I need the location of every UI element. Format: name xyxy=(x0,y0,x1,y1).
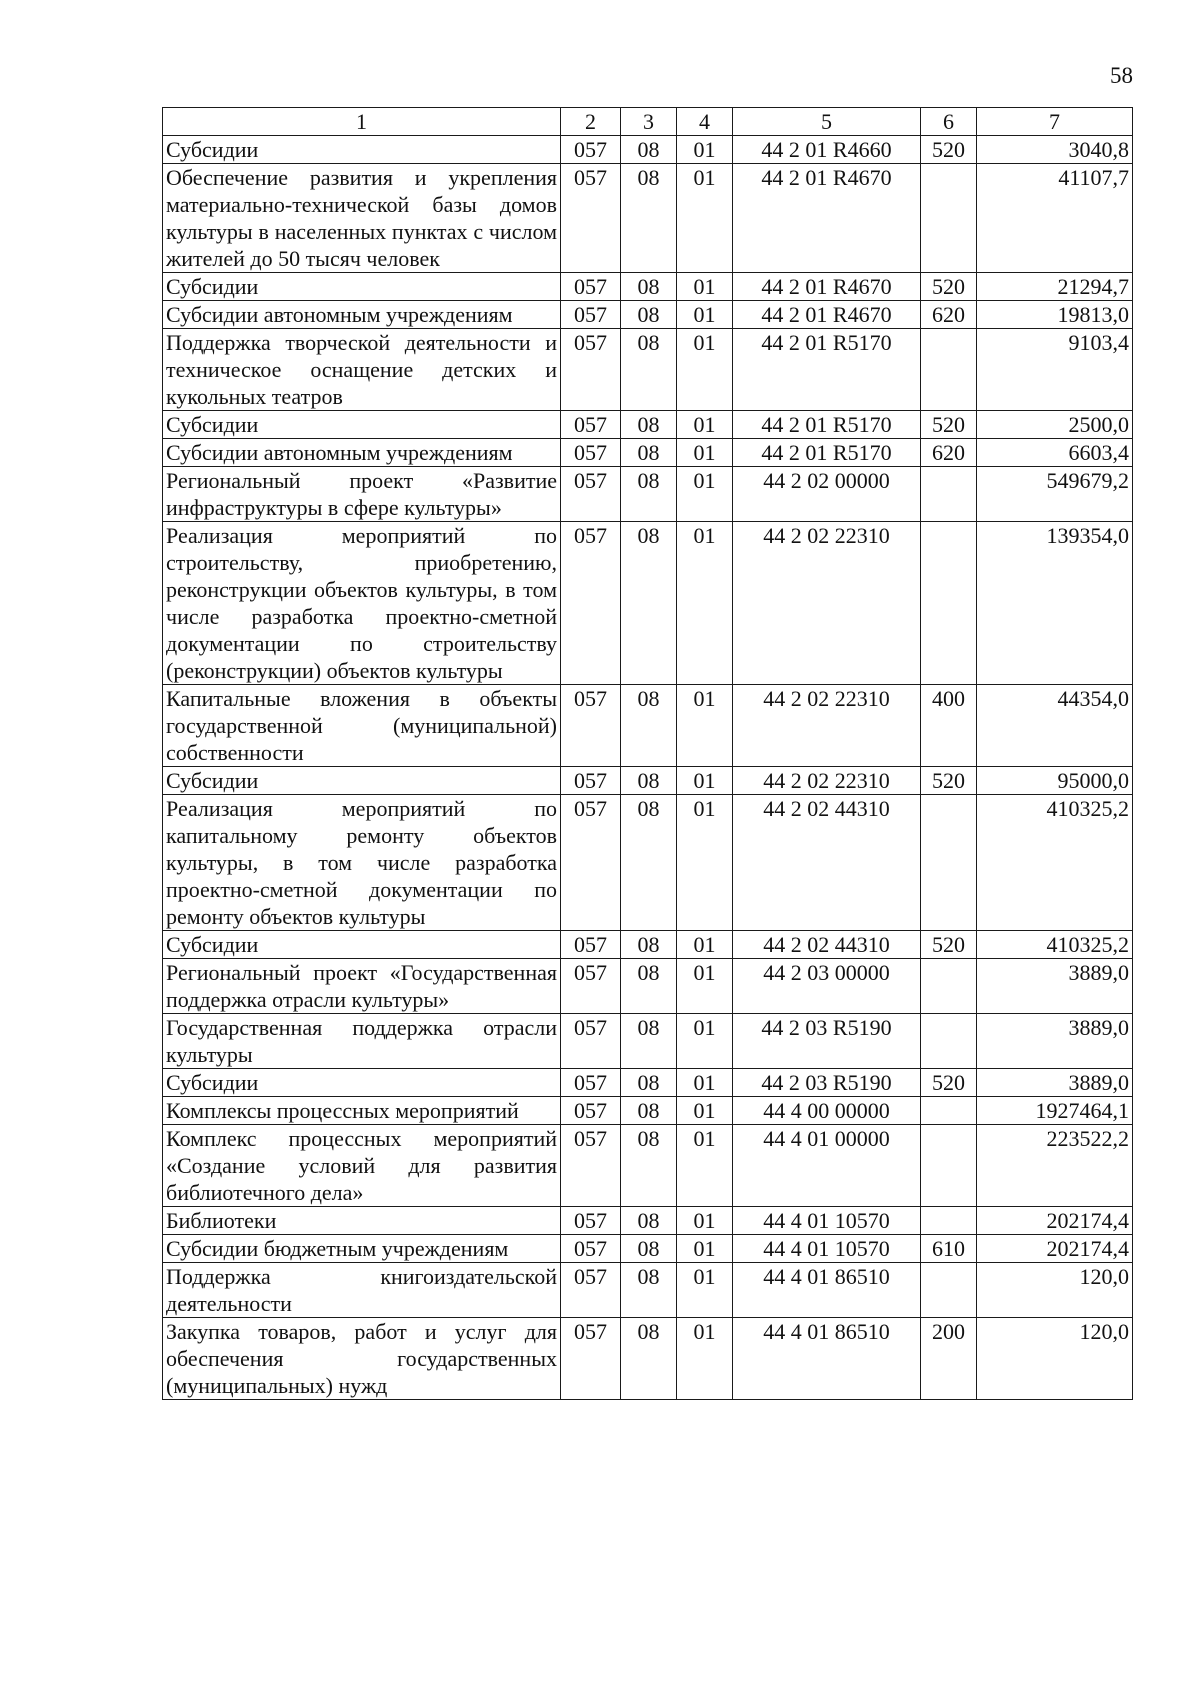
cell-subsection: 01 xyxy=(677,273,733,301)
cell-ministry-code: 057 xyxy=(561,1207,621,1235)
cell-expense-type: 520 xyxy=(921,1069,977,1097)
cell-ministry-code: 057 xyxy=(561,1235,621,1263)
cell-expense-type: 520 xyxy=(921,411,977,439)
cell-name: Субсидии автономным учреждениям xyxy=(163,301,561,329)
cell-section: 08 xyxy=(621,1235,677,1263)
cell-name: Реализация мероприятий по строительству, приобретению, реконструкции объектов культуры, в том числе разработка проектно-сметной документации по строительству (реконструкции) объектов культуры xyxy=(163,522,561,685)
cell-expense-type xyxy=(921,1014,977,1069)
cell-section: 08 xyxy=(621,411,677,439)
cell-ministry-code: 057 xyxy=(561,685,621,767)
table-row xyxy=(163,1097,1133,1125)
cell-section: 08 xyxy=(621,1207,677,1235)
table-row xyxy=(163,467,1133,522)
cell-section: 08 xyxy=(621,1014,677,1069)
cell-section: 08 xyxy=(621,1318,677,1400)
cell-target-article: 44 2 02 44310 xyxy=(733,795,921,931)
cell-target-article: 44 4 01 00000 xyxy=(733,1125,921,1207)
table-row xyxy=(163,1318,1133,1400)
table-row xyxy=(163,795,1133,931)
cell-subsection: 01 xyxy=(677,1069,733,1097)
table-body xyxy=(163,136,1133,1400)
cell-section: 08 xyxy=(621,439,677,467)
cell-target-article: 44 2 01 R4670 xyxy=(733,164,921,273)
cell-amount: 223522,2 xyxy=(977,1125,1133,1207)
cell-name: Субсидии xyxy=(163,411,561,439)
cell-section: 08 xyxy=(621,301,677,329)
budget-table xyxy=(162,107,1133,1400)
cell-name: Субсидии бюджетным учреждениям xyxy=(163,1235,561,1263)
cell-target-article: 44 2 01 R4670 xyxy=(733,273,921,301)
cell-target-article: 44 2 02 00000 xyxy=(733,467,921,522)
cell-target-article: 44 2 02 22310 xyxy=(733,767,921,795)
cell-amount: 3889,0 xyxy=(977,1014,1133,1069)
cell-name: Субсидии автономным учреждениям xyxy=(163,439,561,467)
cell-amount: 202174,4 xyxy=(977,1235,1133,1263)
cell-expense-type xyxy=(921,164,977,273)
cell-amount: 19813,0 xyxy=(977,301,1133,329)
cell-name: Региональный проект «Государственная поддержка отрасли культуры» xyxy=(163,959,561,1014)
cell-name: Капитальные вложения в объекты государственной (муниципальной) собственности xyxy=(163,685,561,767)
table-row xyxy=(163,522,1133,685)
cell-expense-type xyxy=(921,795,977,931)
cell-ministry-code: 057 xyxy=(561,467,621,522)
cell-name: Комплексы процессных мероприятий xyxy=(163,1097,561,1125)
header-row xyxy=(163,108,1133,136)
table-row xyxy=(163,1263,1133,1318)
cell-amount: 6603,4 xyxy=(977,439,1133,467)
cell-expense-type xyxy=(921,1263,977,1318)
cell-section: 08 xyxy=(621,1263,677,1318)
cell-target-article: 44 2 01 R5170 xyxy=(733,411,921,439)
cell-name: Субсидии xyxy=(163,273,561,301)
cell-amount: 139354,0 xyxy=(977,522,1133,685)
cell-ministry-code: 057 xyxy=(561,1069,621,1097)
cell-section: 08 xyxy=(621,329,677,411)
cell-target-article: 44 2 03 R5190 xyxy=(733,1069,921,1097)
cell-target-article: 44 2 02 22310 xyxy=(733,522,921,685)
table-row xyxy=(163,273,1133,301)
cell-section: 08 xyxy=(621,931,677,959)
cell-name: Субсидии xyxy=(163,1069,561,1097)
cell-target-article: 44 2 01 R5170 xyxy=(733,329,921,411)
cell-expense-type: 520 xyxy=(921,273,977,301)
cell-amount: 120,0 xyxy=(977,1263,1133,1318)
cell-name: Комплекс процессных мероприятий «Создание условий для развития библиотечного дела» xyxy=(163,1125,561,1207)
table-row xyxy=(163,767,1133,795)
header-col-7: 7 xyxy=(977,108,1133,136)
cell-target-article: 44 4 00 00000 xyxy=(733,1097,921,1125)
cell-amount: 410325,2 xyxy=(977,931,1133,959)
cell-amount: 41107,7 xyxy=(977,164,1133,273)
table-row xyxy=(163,1235,1133,1263)
cell-name: Субсидии xyxy=(163,136,561,164)
cell-expense-type xyxy=(921,1097,977,1125)
cell-subsection: 01 xyxy=(677,136,733,164)
cell-amount: 95000,0 xyxy=(977,767,1133,795)
table-row xyxy=(163,685,1133,767)
table-row xyxy=(163,439,1133,467)
cell-subsection: 01 xyxy=(677,931,733,959)
cell-ministry-code: 057 xyxy=(561,959,621,1014)
cell-expense-type xyxy=(921,959,977,1014)
cell-expense-type xyxy=(921,522,977,685)
cell-amount: 549679,2 xyxy=(977,467,1133,522)
cell-amount: 1927464,1 xyxy=(977,1097,1133,1125)
header-col-1: 1 xyxy=(163,108,561,136)
cell-subsection: 01 xyxy=(677,685,733,767)
cell-target-article: 44 2 03 00000 xyxy=(733,959,921,1014)
header-col-4: 4 xyxy=(677,108,733,136)
cell-subsection: 01 xyxy=(677,164,733,273)
cell-name: Субсидии xyxy=(163,931,561,959)
cell-target-article: 44 2 01 R5170 xyxy=(733,439,921,467)
cell-ministry-code: 057 xyxy=(561,1097,621,1125)
cell-target-article: 44 4 01 10570 xyxy=(733,1207,921,1235)
cell-ministry-code: 057 xyxy=(561,1318,621,1400)
cell-section: 08 xyxy=(621,273,677,301)
table-header xyxy=(163,108,1133,136)
cell-expense-type: 520 xyxy=(921,931,977,959)
cell-name: Закупка товаров, работ и услуг для обеспечения государственных (муниципальных) нужд xyxy=(163,1318,561,1400)
cell-name: Поддержка творческой деятельности и техническое оснащение детских и кукольных театров xyxy=(163,329,561,411)
header-col-2: 2 xyxy=(561,108,621,136)
cell-section: 08 xyxy=(621,164,677,273)
cell-expense-type xyxy=(921,329,977,411)
cell-amount: 3889,0 xyxy=(977,1069,1133,1097)
cell-expense-type: 400 xyxy=(921,685,977,767)
table-row xyxy=(163,329,1133,411)
cell-subsection: 01 xyxy=(677,411,733,439)
header-col-6: 6 xyxy=(921,108,977,136)
cell-expense-type: 610 xyxy=(921,1235,977,1263)
cell-ministry-code: 057 xyxy=(561,136,621,164)
cell-target-article: 44 2 02 44310 xyxy=(733,931,921,959)
cell-section: 08 xyxy=(621,467,677,522)
cell-expense-type: 620 xyxy=(921,301,977,329)
cell-ministry-code: 057 xyxy=(561,1125,621,1207)
cell-subsection: 01 xyxy=(677,1235,733,1263)
cell-target-article: 44 2 01 R4670 xyxy=(733,301,921,329)
table-row xyxy=(163,411,1133,439)
cell-target-article: 44 2 03 R5190 xyxy=(733,1014,921,1069)
cell-subsection: 01 xyxy=(677,1263,733,1318)
cell-subsection: 01 xyxy=(677,1318,733,1400)
cell-subsection: 01 xyxy=(677,959,733,1014)
cell-section: 08 xyxy=(621,1069,677,1097)
cell-name: Региональный проект «Развитие инфраструктуры в сфере культуры» xyxy=(163,467,561,522)
cell-expense-type xyxy=(921,1207,977,1235)
cell-subsection: 01 xyxy=(677,522,733,685)
cell-amount: 3040,8 xyxy=(977,136,1133,164)
cell-name: Поддержка книгоиздательской деятельности xyxy=(163,1263,561,1318)
cell-expense-type xyxy=(921,467,977,522)
table-row xyxy=(163,1125,1133,1207)
cell-ministry-code: 057 xyxy=(561,411,621,439)
cell-ministry-code: 057 xyxy=(561,164,621,273)
cell-ministry-code: 057 xyxy=(561,273,621,301)
cell-section: 08 xyxy=(621,685,677,767)
cell-target-article: 44 4 01 86510 xyxy=(733,1318,921,1400)
cell-subsection: 01 xyxy=(677,467,733,522)
cell-target-article: 44 2 01 R4660 xyxy=(733,136,921,164)
cell-section: 08 xyxy=(621,795,677,931)
cell-ministry-code: 057 xyxy=(561,522,621,685)
cell-expense-type xyxy=(921,1125,977,1207)
cell-subsection: 01 xyxy=(677,1097,733,1125)
cell-section: 08 xyxy=(621,959,677,1014)
cell-amount: 202174,4 xyxy=(977,1207,1133,1235)
cell-target-article: 44 2 02 22310 xyxy=(733,685,921,767)
table-row xyxy=(163,1207,1133,1235)
cell-ministry-code: 057 xyxy=(561,439,621,467)
cell-expense-type: 200 xyxy=(921,1318,977,1400)
cell-subsection: 01 xyxy=(677,1125,733,1207)
table-row xyxy=(163,136,1133,164)
cell-name: Обеспечение развития и укрепления материально-технической базы домов культуры в населенных пунктах с числом жителей до 50 тысяч человек xyxy=(163,164,561,273)
table-row xyxy=(163,1069,1133,1097)
cell-target-article: 44 4 01 86510 xyxy=(733,1263,921,1318)
cell-section: 08 xyxy=(621,1125,677,1207)
cell-target-article: 44 4 01 10570 xyxy=(733,1235,921,1263)
cell-section: 08 xyxy=(621,1097,677,1125)
cell-expense-type: 520 xyxy=(921,767,977,795)
cell-section: 08 xyxy=(621,522,677,685)
cell-amount: 2500,0 xyxy=(977,411,1133,439)
cell-expense-type: 520 xyxy=(921,136,977,164)
table-row xyxy=(163,931,1133,959)
page-number: 58 xyxy=(1110,63,1133,88)
cell-name: Государственная поддержка отрасли культуры xyxy=(163,1014,561,1069)
header-col-5: 5 xyxy=(733,108,921,136)
table-row xyxy=(163,301,1133,329)
cell-name: Реализация мероприятий по капитальному ремонту объектов культуры, в том числе разработка проектно-сметной документации по ремонту объектов культуры xyxy=(163,795,561,931)
cell-ministry-code: 057 xyxy=(561,767,621,795)
cell-subsection: 01 xyxy=(677,1014,733,1069)
cell-name: Библиотеки xyxy=(163,1207,561,1235)
cell-amount: 9103,4 xyxy=(977,329,1133,411)
cell-subsection: 01 xyxy=(677,301,733,329)
table-row xyxy=(163,959,1133,1014)
cell-subsection: 01 xyxy=(677,767,733,795)
header-col-3: 3 xyxy=(621,108,677,136)
cell-ministry-code: 057 xyxy=(561,329,621,411)
cell-section: 08 xyxy=(621,767,677,795)
cell-amount: 44354,0 xyxy=(977,685,1133,767)
cell-amount: 410325,2 xyxy=(977,795,1133,931)
cell-subsection: 01 xyxy=(677,329,733,411)
cell-ministry-code: 057 xyxy=(561,301,621,329)
cell-subsection: 01 xyxy=(677,1207,733,1235)
cell-ministry-code: 057 xyxy=(561,795,621,931)
table-row xyxy=(163,164,1133,273)
cell-amount: 120,0 xyxy=(977,1318,1133,1400)
cell-ministry-code: 057 xyxy=(561,931,621,959)
cell-amount: 3889,0 xyxy=(977,959,1133,1014)
cell-subsection: 01 xyxy=(677,439,733,467)
cell-subsection: 01 xyxy=(677,795,733,931)
cell-expense-type: 620 xyxy=(921,439,977,467)
cell-ministry-code: 057 xyxy=(561,1263,621,1318)
cell-ministry-code: 057 xyxy=(561,1014,621,1069)
cell-name: Субсидии xyxy=(163,767,561,795)
cell-section: 08 xyxy=(621,136,677,164)
table-row xyxy=(163,1014,1133,1069)
cell-amount: 21294,7 xyxy=(977,273,1133,301)
